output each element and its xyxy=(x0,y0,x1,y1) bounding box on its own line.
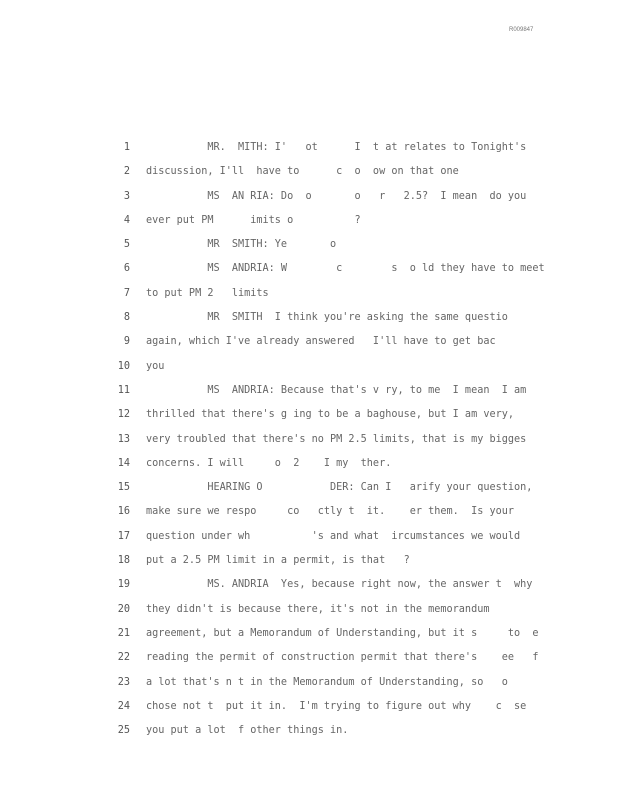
transcript-line xyxy=(0,212,618,236)
line-number: 18 xyxy=(117,555,130,567)
line-text: put a 2.5 PM limit in a permit, is that ? xyxy=(146,555,410,567)
transcript-line xyxy=(0,260,618,284)
transcript-line xyxy=(0,309,618,333)
line-number: 8 xyxy=(123,312,130,324)
transcript-line xyxy=(0,649,618,673)
line-number: 16 xyxy=(117,506,130,518)
transcript-line xyxy=(0,722,618,746)
transcript-line xyxy=(0,188,618,212)
transcript-line xyxy=(0,139,618,163)
line-text: MS AN RIA: Do o o r 2.5? I mean do you xyxy=(146,190,527,202)
line-text: make sure we respo co ctly t it. er them. Is your xyxy=(146,506,515,518)
line-text: very troubled that there's no PM 2.5 limits, that is my bigges xyxy=(146,433,527,445)
transcript-line xyxy=(0,601,618,625)
transcript-line xyxy=(0,382,618,406)
line-number: 13 xyxy=(117,433,130,445)
line-number: 2 xyxy=(123,166,130,178)
line-text: discussion, I'll have to c o ow on that one xyxy=(146,166,459,178)
transcript-line xyxy=(0,333,618,357)
line-number: 17 xyxy=(117,530,130,542)
line-text: reading the permit of construction permit that there's ee f xyxy=(146,652,539,664)
line-text: thrilled that there's g ing to be a baghouse, but I am very, xyxy=(146,409,515,421)
transcript-line xyxy=(0,236,618,260)
line-text: again, which I've already answered I'll have to get bac xyxy=(146,336,496,348)
line-number: 10 xyxy=(117,360,130,372)
line-number: 19 xyxy=(117,579,130,591)
line-number: 4 xyxy=(123,214,130,226)
transcript-line xyxy=(0,552,618,576)
line-number: 22 xyxy=(117,652,130,664)
transcript-line xyxy=(0,625,618,649)
line-text: concerns. I will o 2 I my ther. xyxy=(146,457,392,469)
line-text: they didn't is because there, it's not in the memorandum xyxy=(146,603,490,615)
line-text: MS ANDRIA: Because that's v ry, to me I mean I am xyxy=(146,384,527,396)
line-number: 6 xyxy=(123,263,130,275)
line-text: MR. MITH: I' ot I t at relates to Tonight's xyxy=(146,142,527,153)
line-number: 23 xyxy=(117,676,130,688)
line-number: 1 xyxy=(123,142,130,153)
line-number: 12 xyxy=(117,409,130,421)
transcript-line xyxy=(0,576,618,600)
line-number: 15 xyxy=(117,482,130,494)
transcript-line xyxy=(0,698,618,722)
page-id-stamp: R009847 xyxy=(509,27,534,33)
transcript-line xyxy=(0,431,618,455)
line-number: 5 xyxy=(123,239,130,251)
transcript-line xyxy=(0,358,618,382)
transcript-lines xyxy=(0,139,618,746)
line-text: a lot that's n t in the Memorandum of Understanding, so o xyxy=(146,676,508,688)
transcript-line xyxy=(0,479,618,503)
line-text: question under wh 's and what ircumstances we would xyxy=(146,530,521,542)
line-text: MR SMITH I think you're asking the same questio xyxy=(146,312,508,324)
transcript-line xyxy=(0,674,618,698)
line-text: to put PM 2 limits xyxy=(146,287,269,299)
transcript-line xyxy=(0,285,618,309)
transcript-line xyxy=(0,503,618,527)
line-number: 14 xyxy=(117,457,130,469)
line-text: HEARING O DER: Can I arify your question, xyxy=(146,482,533,494)
line-text: chose not t put it in. I'm trying to figure out why c se xyxy=(146,700,527,712)
line-text: you xyxy=(146,360,165,372)
line-number: 7 xyxy=(123,287,130,299)
transcript-line xyxy=(0,528,618,552)
line-number: 20 xyxy=(117,603,130,615)
transcript-line xyxy=(0,163,618,187)
line-text: MR SMITH: Ye o xyxy=(146,239,337,251)
line-text: MS. ANDRIA Yes, because right now, the answer t why xyxy=(146,579,533,591)
line-number: 3 xyxy=(123,190,130,202)
line-number: 11 xyxy=(117,384,130,396)
line-number: 21 xyxy=(117,627,130,639)
line-number: 24 xyxy=(117,700,130,712)
transcript-line xyxy=(0,455,618,479)
line-text: you put a lot f other things in. xyxy=(146,725,349,737)
line-text: MS ANDRIA: W c s o ld they have to meet xyxy=(146,263,545,275)
line-text: agreement, but a Memorandum of Understanding, but it s to e xyxy=(146,627,539,639)
line-text: ever put PM imits o ? xyxy=(146,214,361,226)
line-number: 25 xyxy=(117,725,130,737)
transcript-line xyxy=(0,406,618,430)
line-number: 9 xyxy=(123,336,130,348)
